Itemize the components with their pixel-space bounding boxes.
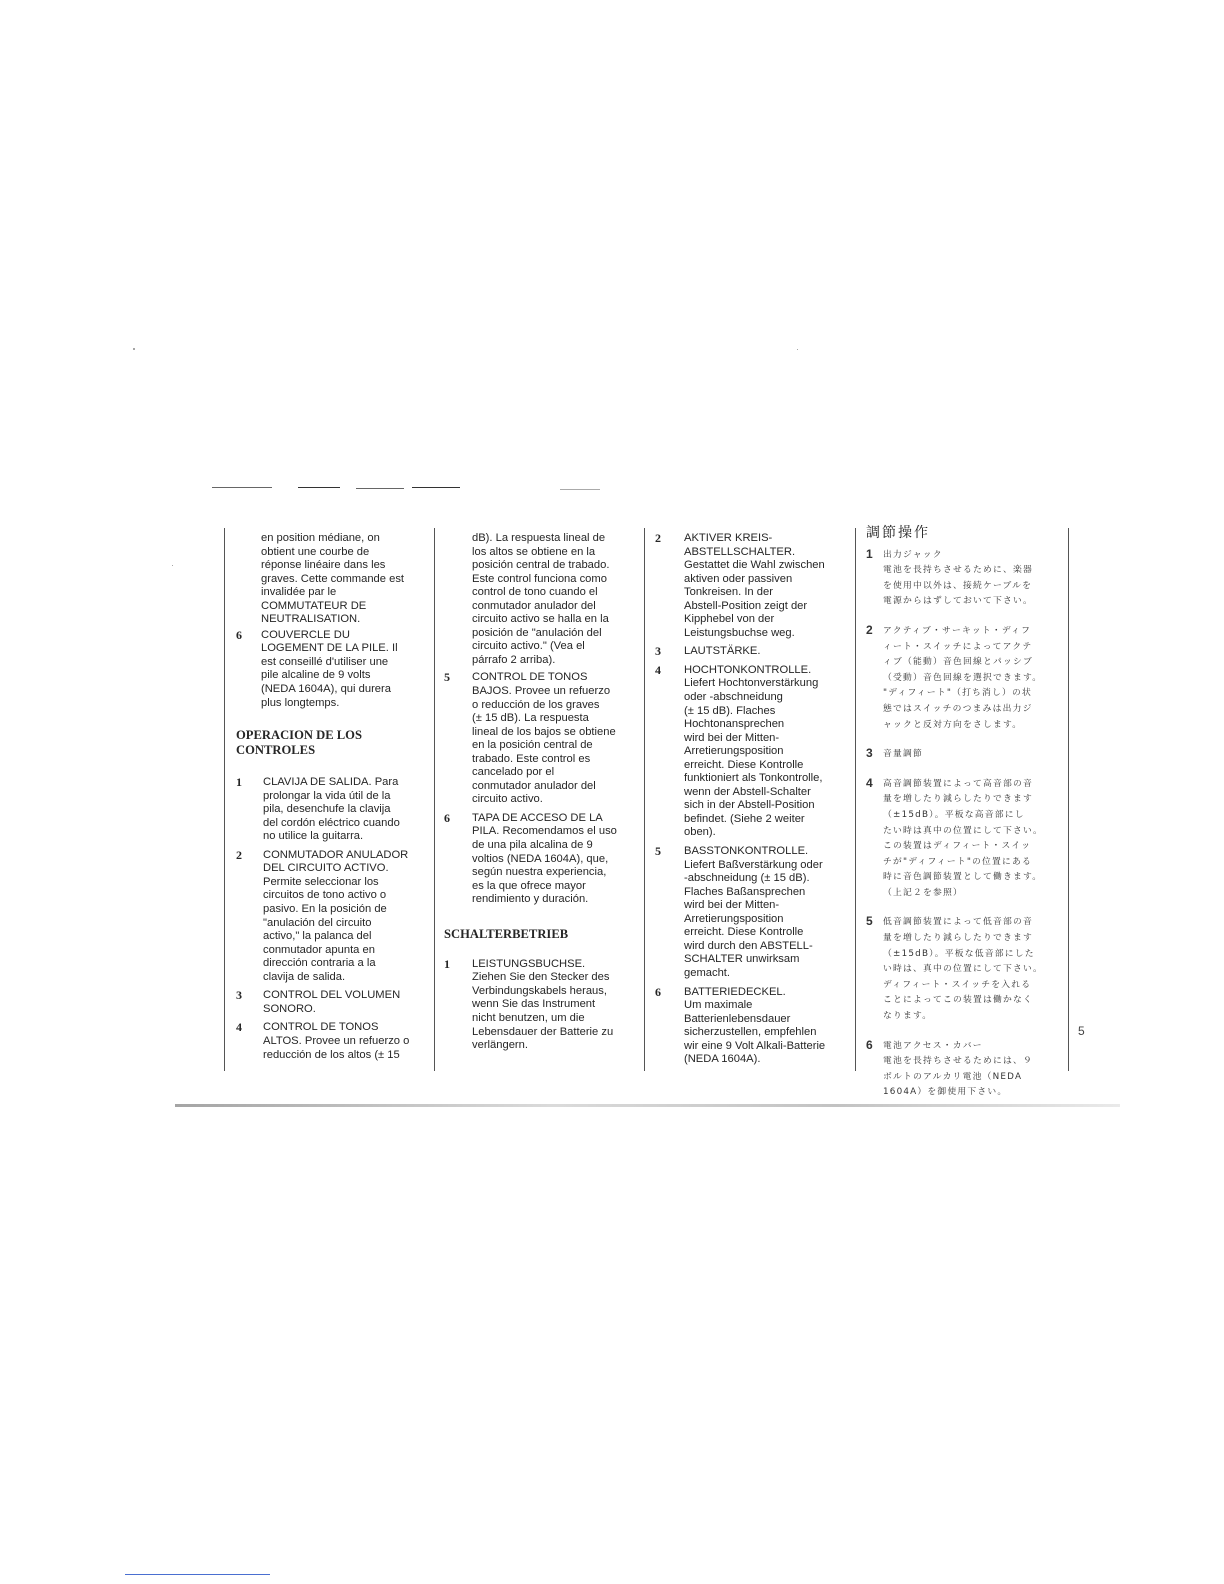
item-text: LEISTUNGSBUCHSE. Ziehen Sie den Stecker des Verbindungskabels heraus, wenn Sie das Instrument nicht benutzen, um die Lebensdauer der Batterie zu verlängern. [472,957,614,1052]
german-item-4 [655,664,850,840]
column-divider [434,528,435,1071]
item-text: BASSTONKONTROLLE. Liefert Baßverstärkung oder -abschneidung (± 15 dB). Flaches Baßansprechen wird bei der Mitten- Arretierungsposition erreicht. Diese Kontrolle wird durch den ABSTELL- SCHALTER unwirksam gemacht. [684,845,823,979]
item-number: 1 [866,546,874,561]
spanish-continued-text: dB). La respuesta lineal de los altos se obtiene en la posición central de trabado. Este control funciona como control de tono cuando el conmutador anulador del circuito activo se halla en la posición de "anulación del circuito activo." (Vea el párrafo 2 arriba). [472,532,610,666]
item-number: 5 [444,670,450,685]
scan-speck [172,565,173,566]
spanish-item-5 [444,671,636,806]
german-item-2 [655,532,850,640]
top-dash-line [298,487,340,488]
item-number: 3 [236,988,242,1003]
french-intro-text: en position médiane, on obtient une courbe de réponse linéaire dans les graves. Cette commande est invalidée par le COMMUTATEUR DE NEUTRALISATION. [261,532,405,626]
item-text: AKTIVER KREIS- ABSTELLSCHALTER. Gestattet die Wahl zwischen aktiven oder passiven Tonkreisen. In der Abstell-Position zeigt der Kipphebel von der Leistungsbuchse weg. [684,532,825,639]
item-text: 高音調節装置によって高音部の音 量を増したり減らしたりできます （±15dB）。平板な高音部にし たい時は真中の位置にして下さい。 この装置はディフィート・スイッ チが"ディフィート"の位置にある 時に音色調節装置として働きます。 （上記２を参照） [883,778,1043,898]
german-section-heading: SCHALTERBETRIEB [444,926,569,941]
item-text: 出力ジャック 電池を長持ちさせるために、楽器 を使用中以外は、接続ケーブルを 電源からはずしておいて下さい。 [883,549,1033,607]
item-number: 3 [655,644,661,659]
item-text: LAUTSTÄRKE. [684,645,761,658]
japanese-item-3 [866,747,1062,763]
column-french-spanish [236,532,428,1067]
item-number: 1 [444,956,450,971]
german-item-3 [655,645,850,659]
item-number: 4 [655,662,661,677]
item-text: COUVERCLE DU LOGEMENT DE LA PILE. Il est conseillé d'utiliser une pile alcaline de 9 volts (NEDA 1604A), qui durera plus longtemps. [261,628,398,709]
item-number: 6 [444,810,450,825]
spanish-item-2 [236,849,428,984]
japanese-item-6 [866,1039,1062,1101]
scan-speck [133,348,135,350]
item-number: 3 [866,746,874,761]
item-number: 4 [236,1020,242,1035]
column-divider [644,528,645,1071]
item-text: 低音調節装置によって低音部の音 量を増したり減らしたりできます （±15dB）。平板な低音部にした い時は、真中の位置にして下さい。 ディフィート・スイッチを入れる ことによってこの装置は働かなく なります。 [883,917,1043,1022]
japanese-item-2 [866,624,1062,733]
column-divider [855,528,856,1071]
bottom-blue-line [125,1574,270,1575]
item-text: CONTROL DE TONOS ALTOS. Provee un refuerzo o reducción de los altos (± 15 [263,1021,410,1061]
japanese-item-5 [866,915,1062,1024]
item-number: 6 [236,627,242,642]
spanish-item-6 [444,812,636,907]
german-item-5 [655,845,850,980]
item-text: CONTROL DEL VOLUMEN SONORO. [263,989,401,1015]
spanish-section-heading: OPERACION DE LOS CONTROLES [236,728,362,758]
column-spanish-german [444,532,636,1058]
item-number: 4 [866,775,874,790]
item-text: BATTERIEDECKEL. Um maximale Batterienlebensdauer sicherzustellen, empfehlen wir eine 9 Volt Alkali-Batterie (NEDA 1604A). [684,985,826,1066]
column-divider [1068,528,1069,1071]
scan-speck [797,349,798,350]
japanese-section-title: 調節操作 [866,525,930,541]
top-dash-line [212,487,272,488]
item-number: 2 [655,531,661,545]
item-text: 音量調節 [883,749,923,760]
item-text: 電池アクセス・カバー 電池を長持ちさせるためには、９ ボルトのアルカリ電池（NEDA 1604A）を御使用下さい。 [883,1040,1033,1098]
item-text: CONMUTADOR ANULADOR DEL CIRCUITO ACTIVO. Permite seleccionar los circuitos de tono activo o pasivo. En la posición de "anulación del circuito activo," la palanca del conmutador apunta en dirección contraria a la clavija de salida. [263,848,409,983]
japanese-item-4 [866,777,1062,902]
item-number: 2 [866,622,874,637]
item-number: 6 [655,984,661,999]
column-japanese [866,526,1062,1115]
item-text: HOCHTONKONTROLLE. Liefert Hochtonverstärkung oder -abschneidung (± 15 dB). Flaches Hochtonansprechen wird bei der Mitten- Arretierungsposition erreicht. Diese Kontrolle funktioniert als Tonkontrolle, wenn der Abstell-Schalter sich in der Abstell-Position befindet. (Siehe 2 weiter oben). [684,663,823,839]
item-text: CLAVIJA DE SALIDA. Para prolongar la vida útil de la pila, desenchufe la clavija del cordón eléctrico cuando no utilice la guitarra. [263,776,400,843]
column-divider [224,528,225,1071]
bottom-scan-line [175,1104,1120,1107]
german-item-6 [655,986,850,1067]
french-item-6 [236,629,428,710]
japanese-item-1 [866,548,1062,610]
top-dash-line [356,488,404,489]
item-number: 1 [236,775,242,790]
spanish-item-1 [236,776,428,844]
item-number: 5 [655,844,661,859]
item-text: TAPA DE ACCESO DE LA PILA. Recomendamos el uso de una pila alcalina de 9 voltios (NEDA 1604A), que, según nuestra experiencia, es la que ofrece mayor rendimiento y duración. [472,811,617,906]
item-text: CONTROL DE TONOS BAJOS. Provee un refuerzo o reducción de los graves (± 15 dB). La respuesta lineal de los bajos se obtiene en la posición central de trabado. Este control es cancelado por el conmutador anulador del circuito activo. [472,671,616,806]
column-german [655,532,850,1072]
page-number: 5 [1078,1024,1085,1038]
top-dash-line [560,489,600,490]
item-text: アクティブ・サーキット・ディフ ィート・スイッチによってアクテ ィブ（能動）音色回線とパッシブ （受動）音色回線を選択できます。 "ディフィート"（打ち消し）の状 態ではスイッチのつまみは出力ジ ャックと反対方向をさします。 [883,625,1043,730]
spanish-item-4 [236,1021,428,1062]
top-dash-line [412,487,460,488]
german-item-1 [444,958,636,1053]
item-number: 5 [866,914,874,929]
spanish-item-3 [236,989,428,1016]
item-number: 6 [866,1037,874,1052]
item-number: 2 [236,847,242,862]
